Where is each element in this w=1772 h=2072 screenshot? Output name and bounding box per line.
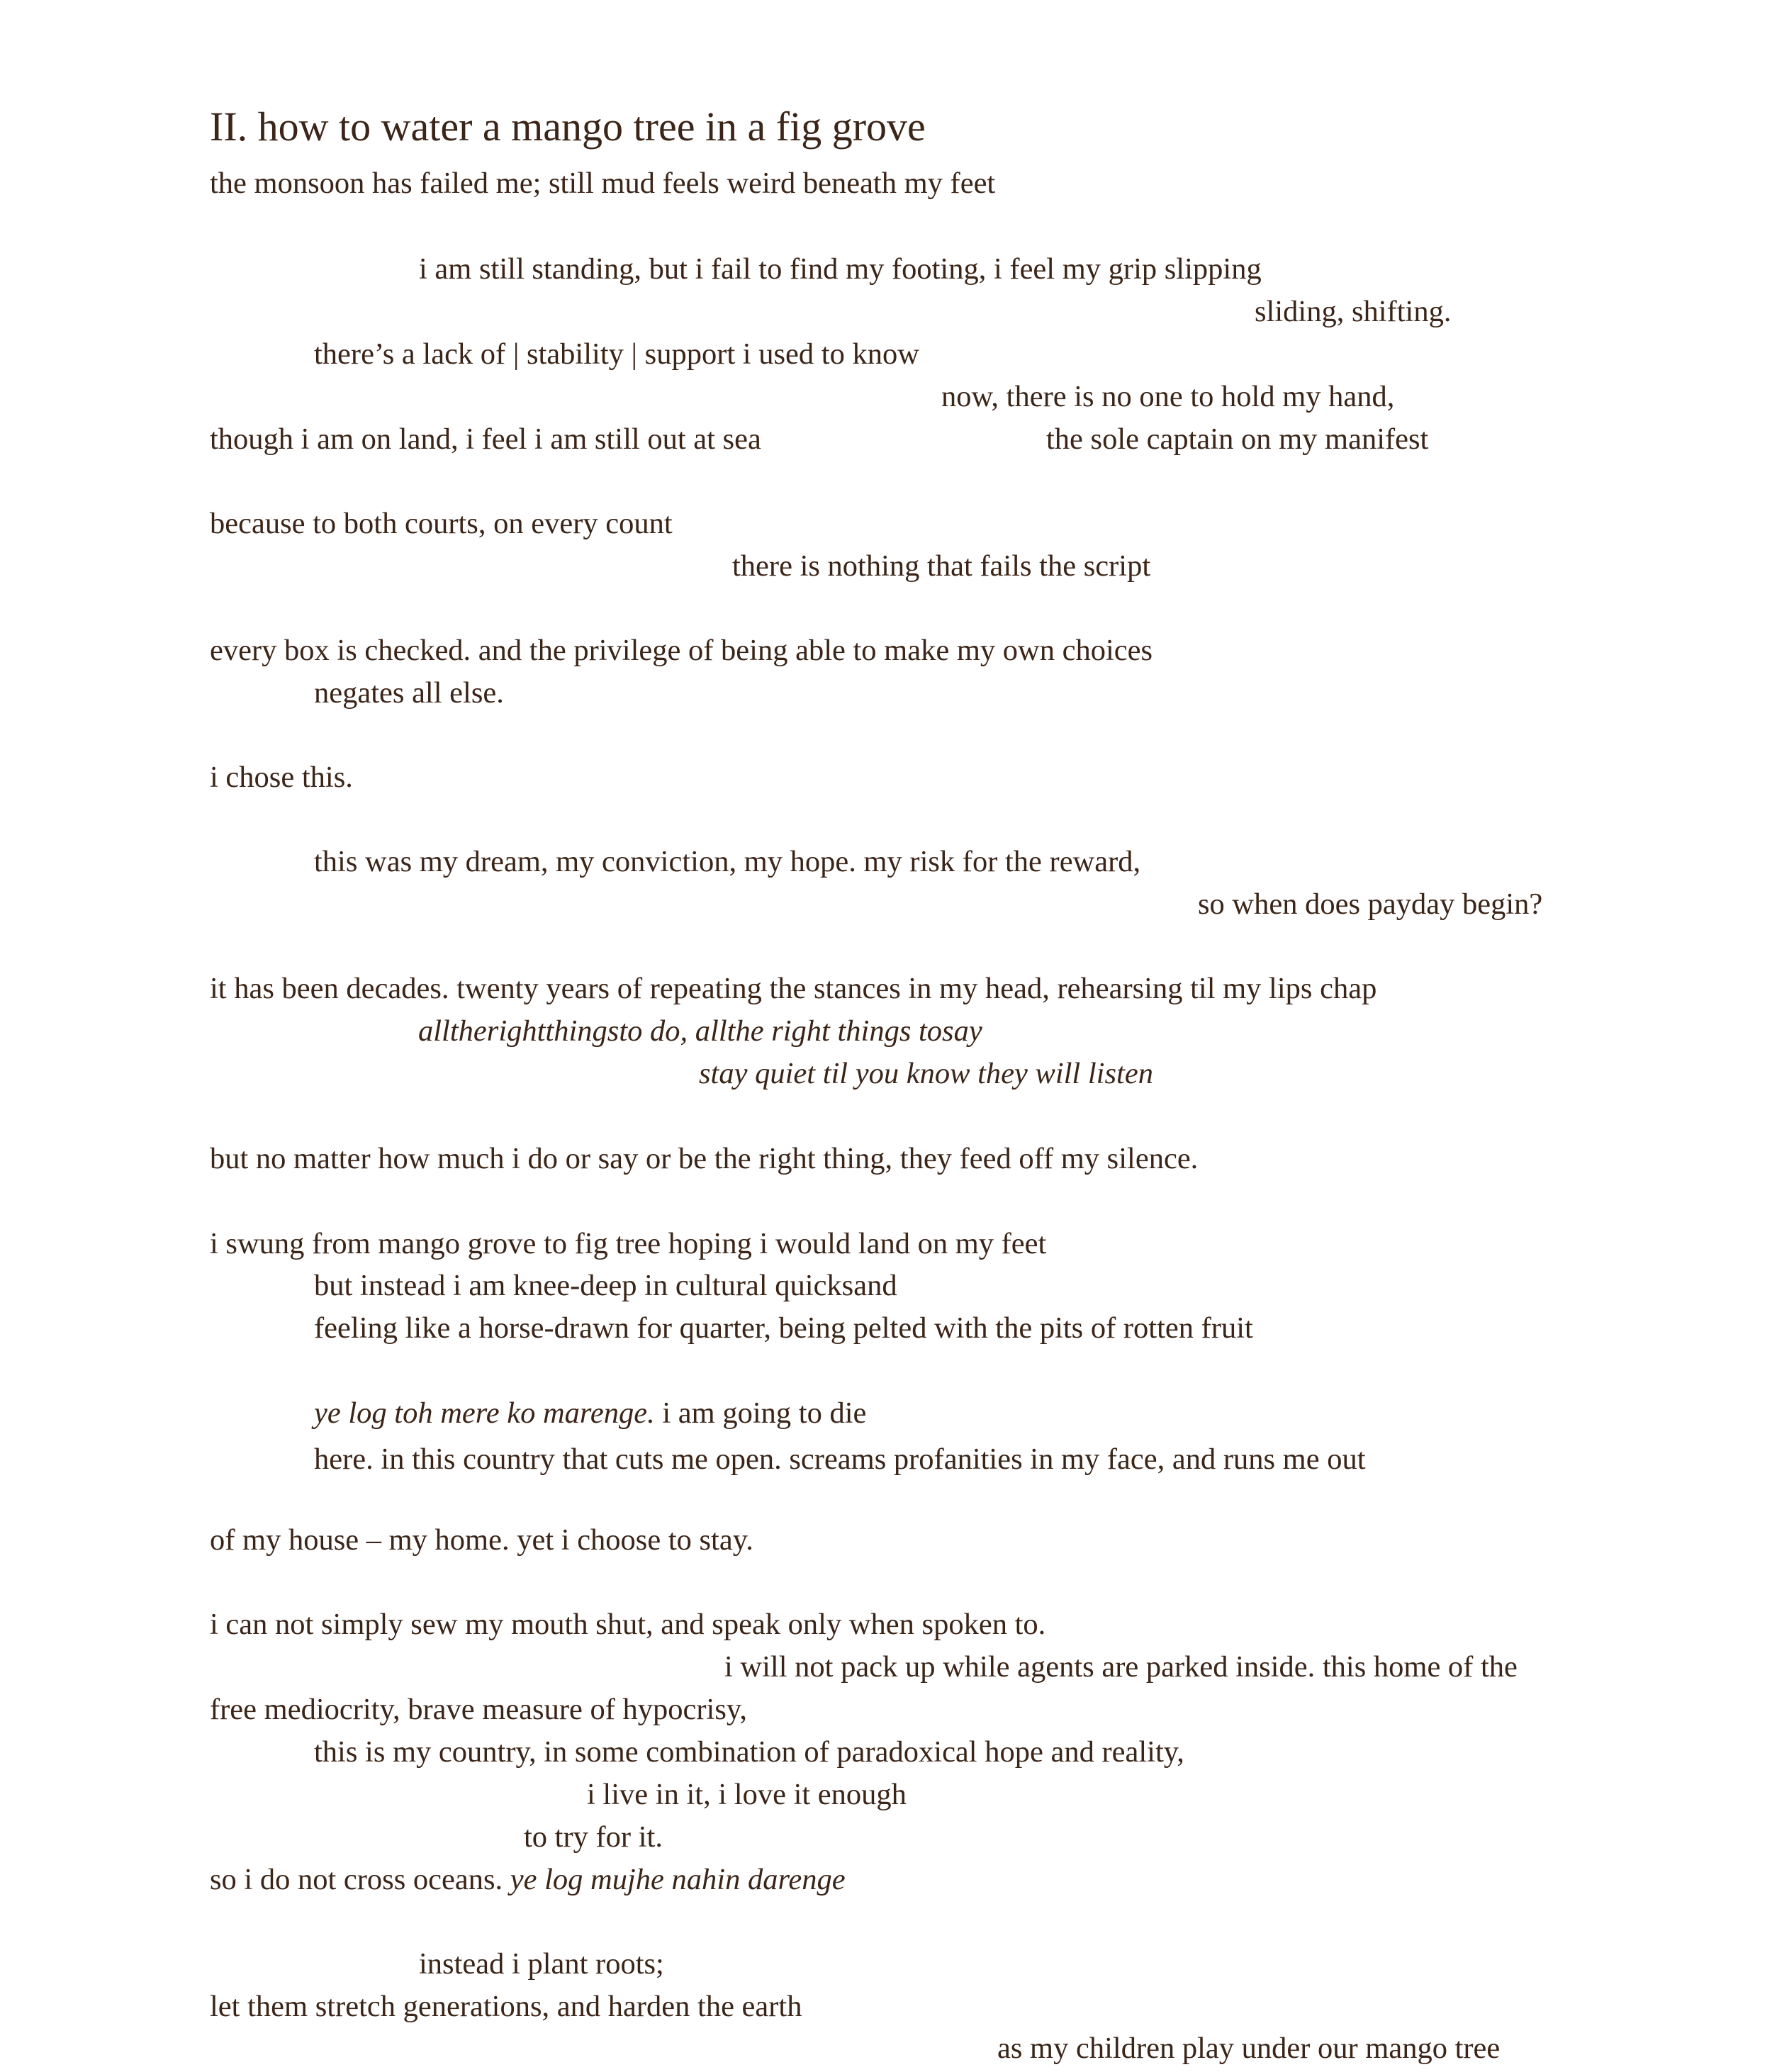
poem-line: here. in this country that cuts me open. screams profanities in my face, and runs me out <box>314 1443 1366 1476</box>
poem-line: there’s a lack of | stability | support i used to know <box>314 337 919 371</box>
poem-line: so when does payday begin? <box>1198 887 1543 921</box>
poem-line: free mediocrity, brave measure of hypocrisy, <box>210 1693 747 1726</box>
poem-line: the sole captain on my manifest <box>1046 422 1429 456</box>
poem-line: feeling like a horse-drawn for quarter, being pelted with the pits of rotten fruit <box>314 1311 1253 1345</box>
poem-line: it has been decades. twenty years of repeating the stances in my head, rehearsing til my lips chap <box>210 972 1377 1005</box>
poem-line: negates all else. <box>314 676 504 710</box>
poem-line: instead i plant roots; <box>419 1947 664 1981</box>
poem-line: this is my country, in some combination of paradoxical hope and reality, <box>314 1735 1184 1769</box>
poem-phrase: so i do not cross oceans. <box>210 1863 510 1896</box>
poem-line: but no matter how much i do or say or be the right thing, they feed off my silence. <box>210 1142 1199 1175</box>
poem-line: every box is checked. and the privilege of being able to make my own choices <box>210 634 1153 667</box>
poem-line: now, there is no one to hold my hand, <box>941 380 1395 413</box>
poem-line: i swung from mango grove to fig tree hoping i would land on my feet <box>210 1227 1047 1260</box>
poem-line <box>210 1865 846 1895</box>
poem-phrase-hindi: ye log toh mere ko marenge. <box>314 1396 655 1430</box>
poem-phrase: i am going to die <box>654 1396 867 1430</box>
poem-line: there is nothing that fails the script <box>732 549 1151 583</box>
poem-line-italic: alltherightthingsto do, allthe right things tosay <box>418 1014 982 1048</box>
poem-line: i live in it, i love it enough <box>587 1778 907 1811</box>
poem-line: i am still standing, but i fail to find my footing, i feel my grip slipping <box>419 252 1262 286</box>
poem-line: this was my dream, my conviction, my hope. my risk for the reward, <box>314 845 1141 878</box>
poem-line: though i am on land, i feel i am still out at sea <box>210 422 761 456</box>
poem-line: i chose this. <box>210 761 353 794</box>
poem-line: the monsoon has failed me; still mud feels weird beneath my feet <box>210 167 996 200</box>
poem-line: because to both courts, on every count <box>210 507 673 540</box>
poem-line: as my children play under our mango tree <box>997 2032 1501 2065</box>
poem-line: sliding, shifting. <box>1255 295 1452 328</box>
poem-phrase-hindi: ye log mujhe nahin darenge <box>510 1863 846 1896</box>
poem-line: of my house – my home. yet i choose to stay. <box>210 1523 753 1557</box>
poem-line: i will not pack up while agents are parked inside. this home of the <box>724 1650 1518 1684</box>
poem-line: i can not simply sew my mouth shut, and speak only when spoken to. <box>210 1608 1046 1641</box>
poem-line: but instead i am knee-deep in cultural quicksand <box>314 1269 897 1302</box>
poem-title: II. how to water a mango tree in a fig grove <box>210 103 926 150</box>
poem-line-italic: stay quiet til you know they will listen <box>699 1057 1153 1090</box>
poem-line <box>314 1396 867 1430</box>
poem-line: let them stretch generations, and harden the earth <box>210 1990 802 2023</box>
poem-line: to try for it. <box>524 1820 663 1854</box>
